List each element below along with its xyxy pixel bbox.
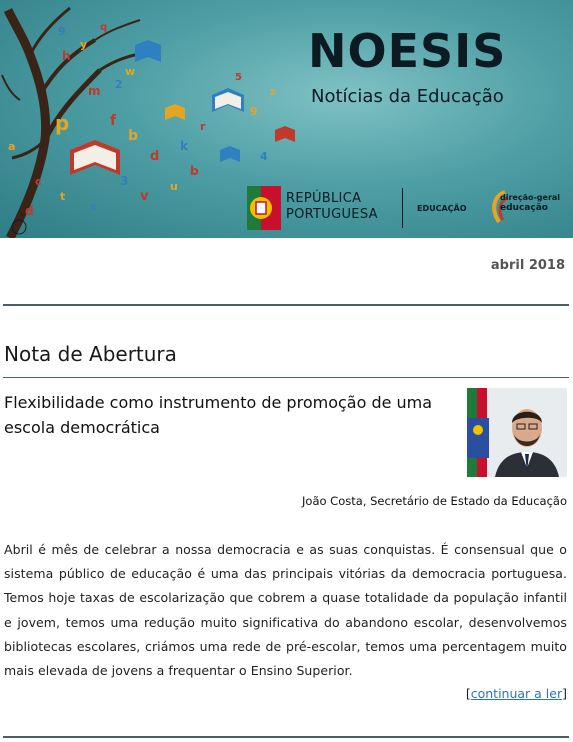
svg-text:f: f — [110, 113, 117, 129]
svg-text:y: y — [80, 38, 88, 51]
newsletter-subtitle: Notícias da Educação — [311, 86, 504, 107]
svg-text:b: b — [128, 128, 139, 144]
ministry-label: EDUCAÇÃO — [417, 204, 467, 213]
svg-text:2: 2 — [115, 78, 123, 91]
svg-text:4: 4 — [260, 150, 268, 163]
readmore-bracket-open: [ — [465, 686, 471, 701]
article-body: Abril é mês de celebrar a nossa democracia e as suas conquistas. É consensual que o sistema público de educação é uma das principais vitórias da democracia portuguesa. Temos hoje taxas de escolarização que cobrem a quase totalidade da população infantil e jovem, temos uma redução muito significativa do abandono escolar, desenvolvemos bibliotecas escolares, criámos uma rede de pré-escolar, temos uma percentagem muito mais elevada de jovens a frequentar o Ensino Superior. — [4, 542, 567, 679]
header-banner — [0, 0, 573, 238]
dge-line-1: direção-geral — [500, 193, 561, 202]
dge-name — [500, 193, 560, 213]
book-icon — [165, 104, 185, 120]
dge-line-2: educação — [500, 203, 548, 213]
republica-line-1: REPÚBLICA — [286, 191, 362, 206]
book-icon — [70, 140, 120, 175]
svg-text:9: 9 — [58, 25, 66, 38]
book-icon — [220, 146, 240, 162]
continue-reading-link[interactable]: continuar a ler — [470, 686, 563, 701]
svg-text:t: t — [60, 190, 66, 203]
svg-text:q: q — [100, 22, 108, 33]
republica-line-2: PORTUGUESA — [286, 207, 378, 222]
article-byline: João Costa, Secretário de Estado da Educação — [302, 494, 567, 508]
book-icon — [212, 88, 244, 112]
section-title: Nota de Abertura — [4, 342, 177, 366]
issue-date: abril 2018 — [490, 258, 565, 273]
book-icon — [135, 40, 161, 62]
title-divider — [3, 377, 569, 378]
svg-text:h: h — [62, 49, 71, 63]
svg-text:c: c — [35, 175, 42, 188]
svg-text:u: u — [170, 180, 178, 193]
logo-divider — [402, 188, 403, 228]
book-icon — [275, 126, 295, 142]
article-title: Flexibilidade como instrumento de promoção de uma escola democrática — [4, 393, 433, 437]
svg-text:d: d — [150, 149, 160, 164]
author-photo — [467, 388, 567, 477]
bottom-divider — [3, 736, 569, 738]
republica-portuguesa-logo — [247, 186, 281, 230]
svg-text:s: s — [90, 200, 97, 213]
svg-text:5: 5 — [235, 72, 242, 83]
readmore-bracket-close: ] — [562, 686, 567, 701]
republica-portuguesa-name — [286, 191, 378, 223]
section-divider — [3, 304, 569, 306]
svg-text:k: k — [180, 139, 188, 153]
svg-text:a: a — [8, 140, 16, 153]
svg-text:m: m — [88, 84, 101, 98]
svg-text:z: z — [270, 87, 276, 98]
readmore-container — [466, 686, 567, 701]
svg-text:p: p — [55, 111, 70, 135]
svg-text:9: 9 — [250, 105, 258, 118]
svg-text:r: r — [200, 120, 206, 133]
svg-text:3: 3 — [120, 174, 129, 188]
svg-text:d: d — [25, 204, 34, 218]
svg-text:v: v — [140, 189, 149, 204]
newsletter-title: NOESIS — [308, 24, 507, 78]
svg-text:b: b — [190, 164, 199, 178]
svg-text:w: w — [125, 65, 136, 78]
